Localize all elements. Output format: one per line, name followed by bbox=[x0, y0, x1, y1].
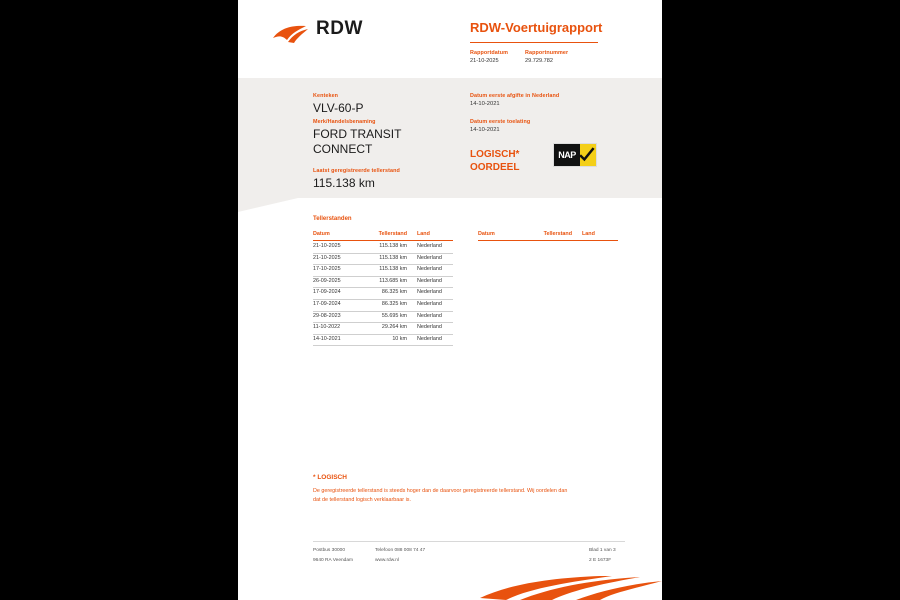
first-admission-label: Datum eerste afgifte in Nederland bbox=[470, 93, 560, 99]
report-date-label: Rapportdatum bbox=[470, 50, 509, 56]
report-date-value: 21-10-2025 bbox=[470, 58, 499, 64]
odometer-value: 115.138 km bbox=[313, 176, 375, 190]
first-approval-value: 14-10-2021 bbox=[470, 127, 500, 133]
odometer-label: Laatst geregistreerde tellerstand bbox=[313, 168, 400, 174]
footer-address-line2: 9640 RA Veendam bbox=[313, 558, 354, 563]
nap-badge-text: NAP bbox=[554, 144, 580, 166]
plate-label: Kenteken bbox=[313, 93, 339, 99]
footer-website[interactable]: www.rdw.nl bbox=[375, 558, 399, 563]
cell-country: Nederland bbox=[417, 301, 442, 307]
footnote-line1: De geregistreerde tellerstand is steeds hoger dan de daarvoor geregistreerde tellerstand. Wij oordelen dan bbox=[313, 488, 568, 494]
footnote-body bbox=[313, 487, 625, 505]
cell-date: 14-10-2021 bbox=[313, 335, 341, 342]
cell-country: Nederland bbox=[417, 243, 442, 249]
make-value-line1: FORD TRANSIT bbox=[313, 127, 402, 141]
cell-mileage: 29.264 km bbox=[381, 324, 407, 331]
col-header-country-right: Land bbox=[582, 231, 595, 237]
col-header-date-right: Datum bbox=[478, 231, 495, 237]
cell-mileage: 115.138 km bbox=[379, 266, 407, 273]
cell-country: Nederland bbox=[417, 254, 442, 261]
cell-date: 29-08-2023 bbox=[313, 312, 341, 319]
nap-badge bbox=[553, 143, 597, 167]
verdict-block bbox=[470, 148, 519, 174]
cell-mileage: 86.325 km bbox=[381, 289, 407, 296]
cell-date: 21-10-2025 bbox=[313, 254, 341, 261]
cell-country: Nederland bbox=[417, 324, 442, 331]
footer-form-code: 2 E 1673F bbox=[589, 558, 612, 563]
report-number-value: 29.729.782 bbox=[525, 58, 553, 64]
footer-phone: Telefoon 088 008 74 47 bbox=[375, 548, 426, 553]
plate-value: VLV-60-P bbox=[313, 101, 364, 115]
col-header-mileage: Tellerstand bbox=[378, 231, 407, 237]
cell-date: 11-10-2022 bbox=[313, 324, 341, 331]
cell-mileage: 115.138 km bbox=[379, 254, 407, 261]
report-number-label: Rapportnummer bbox=[525, 50, 569, 56]
header-divider bbox=[470, 42, 598, 43]
footer-divider bbox=[313, 541, 625, 542]
footer-page-number: Blad 1 van 3 bbox=[589, 548, 616, 553]
cell-country: Nederland bbox=[417, 277, 442, 284]
cell-country: Nederland bbox=[417, 312, 442, 319]
table-header-rule-right bbox=[478, 240, 618, 241]
rdw-logo bbox=[272, 18, 362, 48]
first-admission-value: 14-10-2021 bbox=[470, 101, 500, 107]
vehicle-summary-panel bbox=[238, 78, 662, 198]
cell-date: 21-10-2025 bbox=[313, 243, 341, 249]
check-icon bbox=[578, 146, 595, 163]
rdw-wave-logo-icon bbox=[272, 24, 310, 44]
rdw-logo-text: RDW bbox=[316, 18, 363, 39]
cell-country: Nederland bbox=[417, 289, 442, 296]
mileage-table-title: Tellerstanden bbox=[313, 216, 352, 222]
verdict-line1: LOGISCH* bbox=[470, 149, 520, 160]
cell-mileage: 115.138 km bbox=[379, 243, 407, 249]
col-header-mileage-right: Tellerstand bbox=[543, 231, 572, 237]
footnote-line2: dat de tellerstand logisch verklaarbaar is. bbox=[313, 497, 411, 503]
cell-date: 17-09-2024 bbox=[313, 289, 341, 296]
footer-wave-decoration-icon bbox=[480, 572, 662, 600]
footnote-title: * LOGISCH bbox=[313, 474, 347, 481]
make-label: Merk/Handelsbenaming bbox=[313, 119, 376, 125]
report-title: RDW-Voertuigrapport bbox=[470, 20, 603, 35]
cell-country: Nederland bbox=[417, 266, 442, 273]
cell-mileage: 55.695 km bbox=[381, 312, 407, 319]
cell-date: 17-09-2024 bbox=[313, 301, 341, 307]
table-row bbox=[313, 334, 453, 347]
footer-address-line1: Postbus 30000 bbox=[313, 548, 346, 553]
cell-mileage: 113.685 km bbox=[379, 277, 407, 284]
verdict-line2: OORDEEL bbox=[470, 162, 520, 173]
col-header-country: Land bbox=[417, 231, 430, 237]
cell-mileage: 10 km bbox=[392, 335, 407, 342]
make-value-line2: CONNECT bbox=[313, 142, 373, 156]
first-approval-label: Datum eerste toelating bbox=[470, 119, 531, 125]
cell-date: 17-10-2025 bbox=[313, 266, 341, 273]
cell-country: Nederland bbox=[417, 335, 442, 342]
cell-mileage: 86.325 km bbox=[381, 301, 407, 307]
col-header-date: Datum bbox=[313, 231, 330, 237]
cell-date: 26-09-2025 bbox=[313, 277, 341, 284]
